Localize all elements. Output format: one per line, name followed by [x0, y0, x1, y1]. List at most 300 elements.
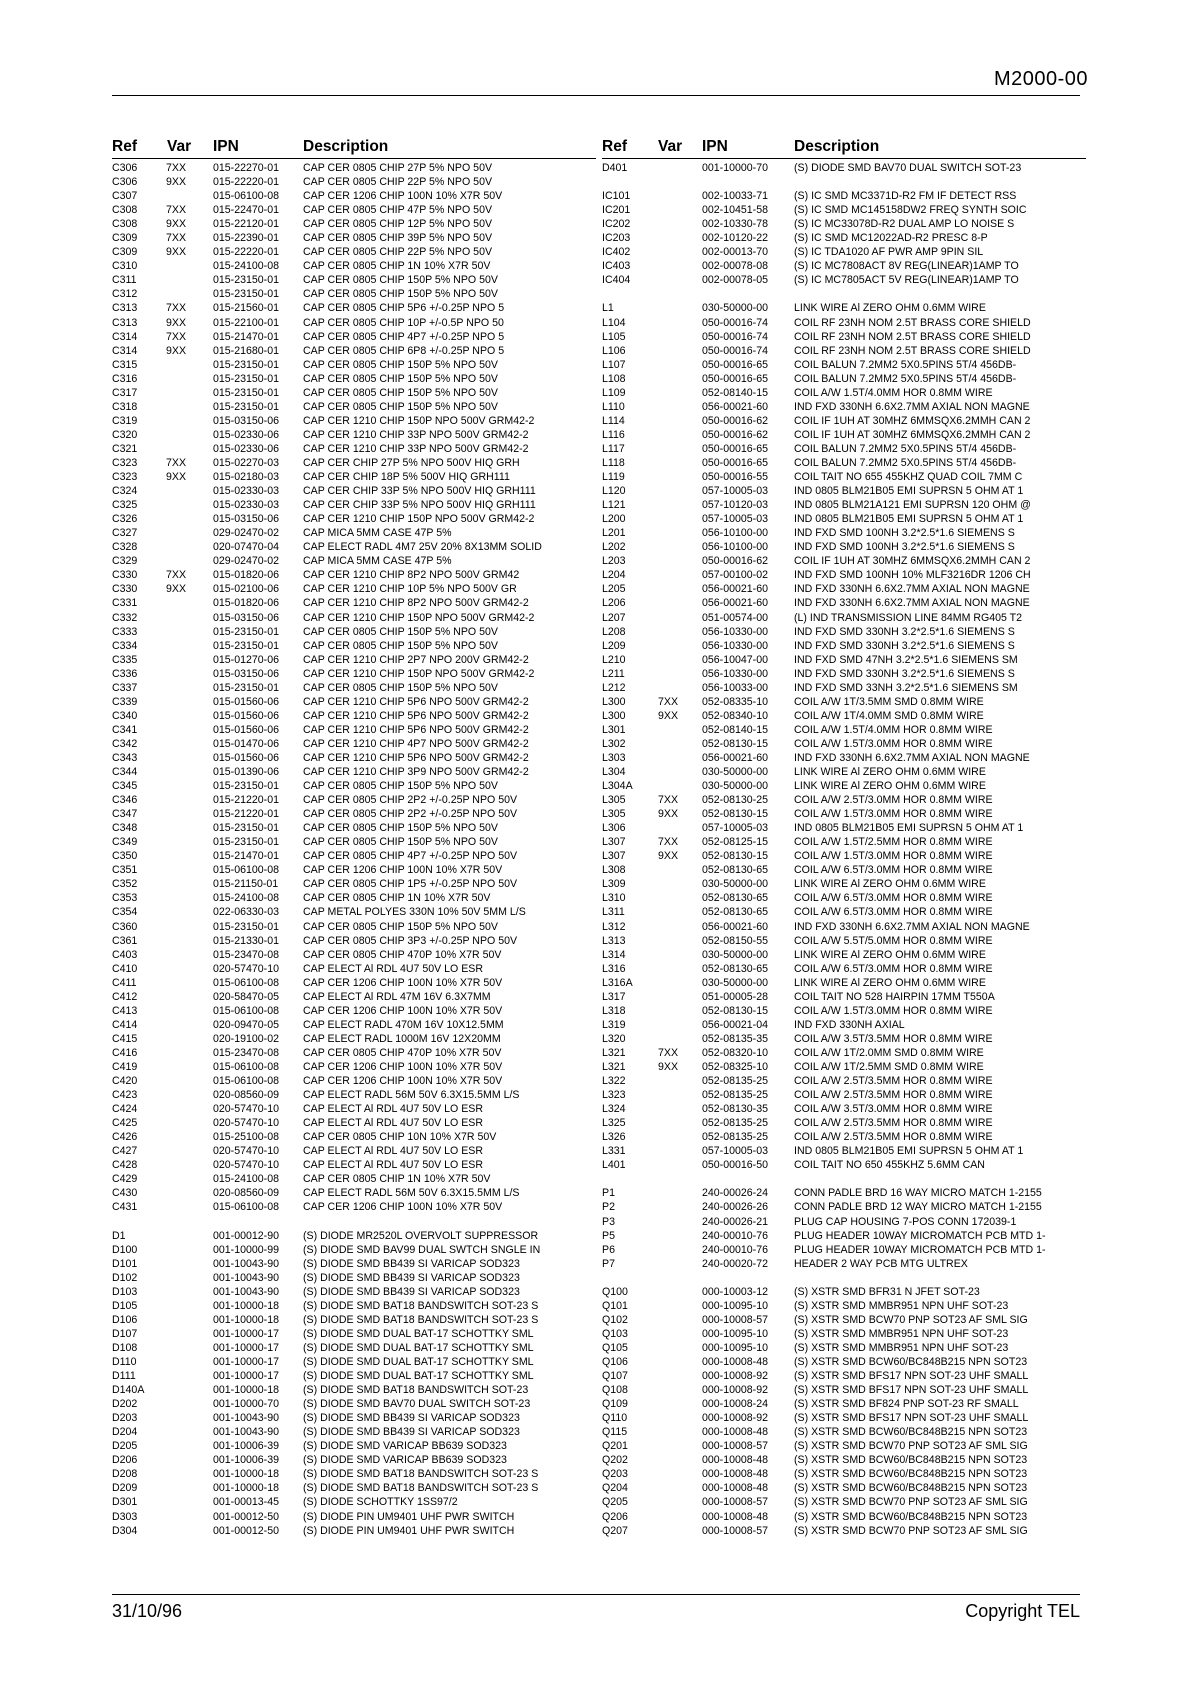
- cell-description: COIL A/W 1.5T/4.0MM HOR 0.8MM WIRE: [794, 723, 993, 736]
- table-row: [602, 358, 1086, 372]
- table-row: [112, 695, 596, 709]
- cell-ref: L313: [602, 934, 626, 947]
- cell-ref: L205: [602, 583, 626, 596]
- table-row: [112, 779, 596, 793]
- cell-description: CAP ELECT RADL 56M 50V 6.3X15.5MM L/S: [303, 1187, 520, 1200]
- table-row: [602, 934, 1086, 948]
- cell-ipn: 015-02330-06: [213, 442, 279, 455]
- cell-description: CAP CER 0805 CHIP 47P 5% NPO 50V: [303, 204, 493, 217]
- cell-description: CAP CER 0805 CHIP 10P +/-0.5P NPO 50: [303, 316, 504, 329]
- cell-description: COIL A/W 2.5T/3.5MM HOR 0.8MM WIRE: [794, 1117, 993, 1130]
- cell-ipn: 000-10095-10: [702, 1327, 768, 1340]
- cell-ipn: 002-00013-70: [702, 246, 768, 259]
- table-row: [602, 1229, 1086, 1243]
- cell-ipn: 015-22100-01: [213, 316, 279, 329]
- table-row: [112, 709, 596, 723]
- cell-ref: L106: [602, 344, 626, 357]
- table-row: [112, 1004, 596, 1018]
- cell-ref: C330: [112, 583, 138, 596]
- cell-ref: C306: [112, 176, 138, 189]
- cell-description: (S) XSTR SMD BCW60/BC848B215 NPN SOT23: [794, 1355, 1028, 1368]
- table-row: [112, 245, 596, 259]
- cell-ipn: 001-10000-17: [213, 1341, 279, 1354]
- cell-description: (S) DIODE SMD DUAL BAT-17 SCHOTTKY SML: [303, 1355, 534, 1368]
- cell-var: 9XX: [658, 709, 679, 722]
- table-row: [112, 217, 596, 231]
- table-row: [602, 723, 1086, 737]
- cell-ref: L324: [602, 1103, 626, 1116]
- cell-ref: C420: [112, 1075, 138, 1088]
- table-row: [112, 877, 596, 891]
- cell-description: IND FXD 330NH 6.6X2.7MM AXIAL NON MAGNE: [794, 920, 1030, 933]
- cell-ipn: 020-57470-10: [213, 1103, 279, 1116]
- cell-ipn: 015-23150-01: [213, 288, 279, 301]
- cell-ref: L119: [602, 471, 625, 484]
- table-row: [602, 667, 1086, 681]
- spacer-row: [602, 1172, 1086, 1186]
- cell-ipn: 000-10008-92: [702, 1412, 768, 1425]
- table-row: [602, 863, 1086, 877]
- cell-ref: C347: [112, 808, 138, 821]
- cell-description: COIL A/W 1T/2.0MM SMD 0.8MM WIRE: [794, 1046, 984, 1059]
- cell-ipn: 020-09470-05: [213, 1018, 279, 1031]
- cell-ref: L110: [602, 400, 625, 413]
- cell-ipn: 015-01560-06: [213, 723, 279, 736]
- cell-ipn: 056-00021-04: [702, 1018, 768, 1031]
- table-row: [112, 1467, 596, 1481]
- cell-ref: Q108: [602, 1384, 628, 1397]
- table-row: [602, 526, 1086, 540]
- cell-ipn: 052-08135-25: [702, 1131, 768, 1144]
- footer-date: 31/10/96: [112, 1601, 183, 1621]
- cell-description: IND FXD SMD 47NH 3.2*2.5*1.6 SIEMENS SM: [794, 653, 1018, 666]
- cell-ref: C340: [112, 709, 138, 722]
- cell-ipn: 001-10000-99: [213, 1243, 279, 1256]
- cell-description: (S) DIODE SMD BAT18 BANDSWITCH SOT-23 S: [303, 1313, 539, 1326]
- cell-description: CAP CER 0805 CHIP 27P 5% NPO 50V: [303, 162, 493, 174]
- table-row: [602, 1285, 1086, 1299]
- cell-ipn: 240-00010-76: [702, 1243, 768, 1256]
- cell-ref: D209: [112, 1482, 138, 1495]
- cell-ref: L114: [602, 414, 625, 427]
- table-row: [602, 1495, 1086, 1509]
- cell-description: COIL RF 23NH NOM 2.5T BRASS CORE SHIELD: [794, 344, 1031, 357]
- cell-ref: C419: [112, 1061, 138, 1073]
- cell-ipn: 015-24100-08: [213, 892, 279, 905]
- cell-ref: Q106: [602, 1355, 628, 1368]
- cell-description: (S) XSTR SMD BCW60/BC848B215 NPN SOT23: [794, 1468, 1028, 1481]
- cell-ipn: 015-01470-06: [213, 737, 279, 750]
- cell-ref: IC404: [602, 274, 631, 287]
- cell-description: CAP CER 1210 CHIP 5P6 NPO 500V GRM42-2: [303, 751, 529, 764]
- cell-description: COIL A/W 3.5T/3.5MM HOR 0.8MM WIRE: [794, 1032, 993, 1045]
- parts-table-right: [602, 136, 1086, 1538]
- cell-ipn: 052-08150-55: [702, 934, 768, 947]
- cell-description: COIL A/W 1T/3.5MM SMD 0.8MM WIRE: [794, 695, 984, 708]
- table-row: [112, 1018, 596, 1032]
- cell-ipn: 001-10043-90: [213, 1257, 279, 1270]
- table-row: [112, 976, 596, 990]
- cell-ipn: 015-03150-06: [213, 513, 279, 526]
- cell-description: LINK WIRE Al ZERO OHM 0.6MM WIRE: [794, 780, 986, 793]
- cell-var: 9XX: [166, 218, 187, 231]
- cell-ipn: 020-57470-10: [213, 1145, 279, 1158]
- cell-description: COIL A/W 2.5T/3.5MM HOR 0.8MM WIRE: [794, 1089, 993, 1102]
- cell-description: (S) IC SMD MC3371D-R2 FM IF DETECT RSS: [794, 190, 1017, 203]
- cell-ipn: 015-01820-06: [213, 569, 279, 582]
- cell-description: (S) DIODE SMD DUAL BAT-17 SCHOTTKY SML: [303, 1341, 534, 1354]
- cell-description: CAP CER 0805 CHIP 10N 10% X7R 50V: [303, 1131, 497, 1144]
- cell-ref: C332: [112, 611, 138, 624]
- cell-ipn: 050-00016-65: [702, 456, 768, 469]
- cell-ref: L209: [602, 639, 626, 652]
- cell-ref: C307: [112, 190, 138, 203]
- cell-ref: C403: [112, 948, 138, 961]
- cell-ipn: 015-22470-01: [213, 204, 279, 217]
- cell-ipn: 001-10000-70: [702, 162, 768, 174]
- cell-description: CAP CER 1206 CHIP 100N 10% X7R 50V: [303, 1075, 503, 1088]
- cell-ref: IC202: [602, 218, 631, 231]
- cell-ref: Q201: [602, 1440, 628, 1453]
- cell-ref: L300: [602, 695, 626, 708]
- cell-ref: P7: [602, 1257, 615, 1270]
- cell-ref: C313: [112, 302, 138, 315]
- header-description: Description: [794, 138, 880, 155]
- table-row: [112, 990, 596, 1004]
- table-row: [602, 1102, 1086, 1116]
- table-row: [602, 259, 1086, 273]
- cell-ref: C337: [112, 681, 138, 694]
- table-row: [112, 330, 596, 344]
- table-row: [112, 737, 596, 751]
- cell-description: CAP CER 0805 CHIP 12P 5% NPO 50V: [303, 218, 493, 231]
- cell-ipn: 000-10008-48: [702, 1510, 768, 1523]
- rows-right: [602, 161, 1086, 1538]
- cell-ipn: 052-08140-15: [702, 386, 768, 399]
- cell-ref: IC101: [602, 190, 631, 203]
- table-row: [112, 414, 596, 428]
- cell-ref: C428: [112, 1159, 138, 1172]
- cell-ref: Q102: [602, 1313, 628, 1326]
- cell-description: LINK WIRE Al ZERO OHM 0.6MM WIRE: [794, 302, 986, 315]
- cell-ref: L201: [602, 527, 626, 540]
- cell-ref: C350: [112, 850, 138, 863]
- cell-ref: D103: [112, 1285, 138, 1298]
- cell-description: CAP CER 0805 CHIP 150P 5% NPO 50V: [303, 920, 498, 933]
- table-row: [602, 1341, 1086, 1355]
- cell-description: COIL IF 1UH AT 30MHZ 6MMSQX6.2MMH CAN 2: [794, 428, 1031, 441]
- table-row: [112, 821, 596, 835]
- cell-description: (S) DIODE SMD BAV99 DUAL SWTCH SNGLE IN: [303, 1243, 541, 1256]
- table-row: [602, 1383, 1086, 1397]
- cell-ref: L202: [602, 541, 626, 554]
- cell-description: CAP CER 0805 CHIP 150P 5% NPO 50V: [303, 372, 498, 385]
- table-header: [112, 136, 596, 159]
- cell-ipn: 050-00016-74: [702, 344, 768, 357]
- cell-ref: C314: [112, 330, 138, 343]
- cell-ref: L104: [602, 316, 626, 329]
- table-row: [112, 400, 596, 414]
- table-row: [112, 723, 596, 737]
- cell-description: CAP CER 1210 CHIP 5P6 NPO 500V GRM42-2: [303, 695, 529, 708]
- cell-ipn: 052-08135-35: [702, 1032, 768, 1045]
- cell-ipn: 000-10095-10: [702, 1341, 768, 1354]
- table-row: [112, 1327, 596, 1341]
- cell-ref: L207: [602, 611, 626, 624]
- cell-description: CAP CER 1210 CHIP 33P NPO 500V GRM42-2: [303, 442, 529, 455]
- table-row: [602, 484, 1086, 498]
- table-row: [602, 596, 1086, 610]
- cell-ref: C315: [112, 358, 138, 371]
- table-row: [112, 891, 596, 905]
- cell-ref: C331: [112, 597, 138, 610]
- cell-ipn: 001-10000-17: [213, 1370, 279, 1383]
- cell-ipn: 001-10043-90: [213, 1412, 279, 1425]
- table-row: [602, 582, 1086, 596]
- cell-description: CAP CER CHIP 33P 5% NPO 500V HIQ GRH111: [303, 485, 536, 498]
- cell-description: CAP CER 0805 CHIP 4P7 +/-0.25P NPO 50V: [303, 850, 518, 863]
- cell-description: (S) DIODE SMD VARICAP BB639 SOD323: [303, 1440, 507, 1453]
- cell-ref: Q101: [602, 1299, 628, 1312]
- cell-ref: C325: [112, 499, 138, 512]
- cell-ipn: 002-10120-22: [702, 232, 768, 245]
- cell-ipn: 015-21220-01: [213, 794, 279, 807]
- cell-description: (S) XSTR SMD MMBR951 NPN UHF SOT-23: [794, 1327, 1009, 1340]
- table-row: [602, 344, 1086, 358]
- cell-ipn: 050-00016-65: [702, 442, 768, 455]
- cell-ref: C424: [112, 1103, 138, 1116]
- cell-ref: P6: [602, 1243, 615, 1256]
- cell-ipn: 052-08130-65: [702, 864, 768, 877]
- cell-description: (S) IC TDA1020 AF PWR AMP 9PIN SIL: [794, 246, 984, 259]
- cell-ref: C414: [112, 1018, 138, 1031]
- cell-ref: L316A: [602, 976, 633, 989]
- cell-ref: L321: [602, 1061, 626, 1073]
- cell-description: IND 0805 BLM21B05 EMI SUPRSN 5 OHM AT 1: [794, 822, 1024, 835]
- cell-description: COIL A/W 1.5T/4.0MM HOR 0.8MM WIRE: [794, 386, 993, 399]
- table-row: [602, 1524, 1086, 1538]
- table-row: [112, 1243, 596, 1257]
- cell-ref: P2: [602, 1201, 615, 1214]
- cell-ref: C336: [112, 667, 138, 680]
- cell-ipn: 051-00574-00: [702, 611, 768, 624]
- cell-ref: Q204: [602, 1482, 628, 1495]
- table-row: [602, 1481, 1086, 1495]
- cell-ipn: 001-10000-18: [213, 1384, 279, 1397]
- cell-ipn: 057-10120-03: [702, 499, 768, 512]
- cell-description: CAP CER 0805 CHIP 1N 10% X7R 50V: [303, 260, 491, 273]
- cell-ref: Q100: [602, 1285, 628, 1298]
- table-row: [602, 835, 1086, 849]
- cell-ipn: 015-22390-01: [213, 232, 279, 245]
- cell-ref: C427: [112, 1145, 138, 1158]
- cell-ipn: 020-57470-10: [213, 1159, 279, 1172]
- cell-ref: L206: [602, 597, 626, 610]
- cell-description: CAP MICA 5MM CASE 47P 5%: [303, 555, 452, 568]
- table-row: [112, 1299, 596, 1313]
- table-row: [112, 653, 596, 667]
- cell-description: COIL IF 1UH AT 30MHZ 6MMSQX6.2MMH CAN 2: [794, 414, 1031, 427]
- cell-description: CAP CER 1206 CHIP 100N 10% X7R 50V: [303, 864, 503, 877]
- cell-ref: D140A: [112, 1384, 145, 1397]
- cell-ipn: 020-07470-04: [213, 541, 279, 554]
- cell-ref: C317: [112, 386, 138, 399]
- cell-ref: D202: [112, 1398, 138, 1411]
- cell-ipn: 020-57470-10: [213, 1117, 279, 1130]
- cell-ipn: 000-10008-92: [702, 1384, 768, 1397]
- table-row: [602, 1243, 1086, 1257]
- cell-ref: L323: [602, 1089, 626, 1102]
- cell-ref: C327: [112, 527, 138, 540]
- cell-description: CAP CER 0805 CHIP 150P 5% NPO 50V: [303, 386, 498, 399]
- cell-ref: C319: [112, 414, 138, 427]
- table-row: [112, 1355, 596, 1369]
- cell-description: CONN PADLE BRD 16 WAY MICRO MATCH 1-2155: [794, 1187, 1042, 1200]
- cell-description: IND 0805 BLM21B05 EMI SUPRSN 5 OHM AT 1: [794, 485, 1024, 498]
- table-row: [602, 1369, 1086, 1383]
- cell-ipn: 050-00016-65: [702, 358, 768, 371]
- cell-description: (S) XSTR SMD BCW70 PNP SOT23 AF SML SIG: [794, 1524, 1028, 1537]
- header-ipn: IPN: [702, 138, 728, 155]
- table-row: [602, 1467, 1086, 1481]
- table-row: [602, 189, 1086, 203]
- table-row: [112, 1257, 596, 1271]
- cell-ref: C335: [112, 653, 138, 666]
- cell-description: CAP CER 1210 CHIP 4P7 NPO 500V GRM42-2: [303, 737, 529, 750]
- cell-ref: C346: [112, 794, 138, 807]
- cell-ref: C329: [112, 555, 138, 568]
- cell-var: 7XX: [166, 456, 187, 469]
- cell-ref: L308: [602, 864, 626, 877]
- table-row: [112, 667, 596, 681]
- cell-description: (S) XSTR SMD BFS17 NPN SOT-23 UHF SMALL: [794, 1370, 1029, 1383]
- table-row: [112, 611, 596, 625]
- cell-ref: C330: [112, 569, 138, 582]
- cell-description: (S) DIODE SMD BAV70 DUAL SWITCH SOT-23: [303, 1398, 531, 1411]
- cell-ipn: 002-10330-78: [702, 218, 768, 231]
- cell-ipn: 056-10330-00: [702, 639, 768, 652]
- table-row: [602, 1186, 1086, 1200]
- cell-ipn: 052-08140-15: [702, 723, 768, 736]
- table-row: [602, 512, 1086, 526]
- cell-description: IND FXD SMD 33NH 3.2*2.5*1.6 SIEMENS SM: [794, 681, 1018, 694]
- cell-description: IND 0805 BLM21B05 EMI SUPRSN 5 OHM AT 1: [794, 513, 1024, 526]
- cell-ipn: 015-01270-06: [213, 653, 279, 666]
- cell-description: (S) DIODE SCHOTTKY 1SS97/2: [303, 1496, 458, 1509]
- table-row: [602, 386, 1086, 400]
- cell-ipn: 052-08335-10: [702, 695, 768, 708]
- cell-ref: C334: [112, 639, 138, 652]
- cell-description: CAP MICA 5MM CASE 47P 5%: [303, 527, 452, 540]
- cell-ref: C309: [112, 246, 138, 259]
- table-row: [602, 316, 1086, 330]
- cell-ipn: 052-08130-65: [702, 962, 768, 975]
- header-ref: Ref: [602, 138, 627, 155]
- cell-description: CAP CER 0805 CHIP 470P 10% X7R 50V: [303, 948, 502, 961]
- cell-description: CAP ELECT RADL 56M 50V 6.3X15.5MM L/S: [303, 1089, 520, 1102]
- cell-ipn: 052-08320-10: [702, 1046, 768, 1059]
- table-row: [602, 1439, 1086, 1453]
- cell-description: CAP CER 1210 CHIP 8P2 NPO 500V GRM42: [303, 569, 520, 582]
- cell-description: CAP CER CHIP 18P 5% 500V HIQ GRH111: [303, 471, 510, 484]
- cell-description: CAP CER 0805 CHIP 2P2 +/-0.25P NPO 50V: [303, 794, 518, 807]
- cell-ipn: 001-10000-17: [213, 1355, 279, 1368]
- table-row: [602, 1355, 1086, 1369]
- table-header: [602, 136, 1086, 159]
- cell-description: CAP CER CHIP 33P 5% NPO 500V HIQ GRH111: [303, 499, 536, 512]
- cell-description: COIL A/W 6.5T/3.0MM HOR 0.8MM WIRE: [794, 892, 993, 905]
- table-row: [112, 301, 596, 315]
- cell-ref: D1: [112, 1229, 126, 1242]
- table-row: [602, 695, 1086, 709]
- cell-ipn: 001-00012-50: [213, 1510, 279, 1523]
- table-row: [602, 1313, 1086, 1327]
- cell-ref: C354: [112, 906, 138, 919]
- cell-ipn: 052-08130-15: [702, 737, 768, 750]
- cell-ref: Q115: [602, 1426, 628, 1439]
- table-row: [602, 625, 1086, 639]
- table-row: [112, 1383, 596, 1397]
- cell-ipn: 015-23150-01: [213, 386, 279, 399]
- cell-description: (S) DIODE SMD BAT18 BANDSWITCH SOT-23: [303, 1384, 529, 1397]
- table-row: [602, 948, 1086, 962]
- cell-var: 9XX: [166, 471, 187, 484]
- cell-description: COIL TAIT NO 655 455KHZ QUAD COIL 7MM C: [794, 471, 1023, 484]
- cell-ipn: 015-23150-01: [213, 822, 279, 835]
- table-row: [112, 1229, 596, 1243]
- cell-ipn: 050-00016-74: [702, 330, 768, 343]
- cell-ipn: 030-50000-00: [702, 948, 768, 961]
- cell-ipn: 000-10008-57: [702, 1524, 768, 1537]
- table-row: [112, 428, 596, 442]
- cell-ref: L305: [602, 808, 626, 821]
- cell-ipn: 015-23150-01: [213, 274, 279, 287]
- cell-description: IND FXD 330NH 6.6X2.7MM AXIAL NON MAGNE: [794, 751, 1030, 764]
- cell-ref: C429: [112, 1173, 138, 1186]
- cell-ipn: 056-00021-60: [702, 583, 768, 596]
- cell-ipn: 056-10033-00: [702, 681, 768, 694]
- cell-description: (S) XSTR SMD BCW60/BC848B215 NPN SOT23: [794, 1426, 1028, 1439]
- cell-description: COIL A/W 1T/2.5MM SMD 0.8MM WIRE: [794, 1061, 984, 1073]
- cell-ipn: 000-10008-48: [702, 1355, 768, 1368]
- cell-ipn: 015-06100-08: [213, 976, 279, 989]
- cell-ipn: 015-23150-01: [213, 372, 279, 385]
- cell-ref: C425: [112, 1117, 138, 1130]
- cell-ref: C323: [112, 456, 138, 469]
- cell-ref: C310: [112, 260, 138, 273]
- cell-ipn: 001-10043-90: [213, 1271, 279, 1284]
- cell-description: COIL TAIT NO 528 HAIRPIN 17MM T550A: [794, 990, 995, 1003]
- cell-ipn: 240-00026-21: [702, 1215, 768, 1228]
- cell-ipn: 052-08130-65: [702, 906, 768, 919]
- cell-description: COIL RF 23NH NOM 2.5T BRASS CORE SHIELD: [794, 330, 1031, 343]
- cell-description: (S) XSTR SMD BFS17 NPN SOT-23 UHF SMALL: [794, 1412, 1029, 1425]
- cell-ipn: 052-08135-25: [702, 1089, 768, 1102]
- cell-ipn: 240-00020-72: [702, 1257, 768, 1270]
- cell-ref: D205: [112, 1440, 138, 1453]
- cell-description: CAP CER 0805 CHIP 150P 5% NPO 50V: [303, 274, 498, 287]
- cell-ipn: 050-00016-55: [702, 471, 768, 484]
- cell-var: 9XX: [658, 808, 679, 821]
- cell-description: (S) DIODE MR2520L OVERVOLT SUPPRESSOR: [303, 1229, 539, 1242]
- cell-description: IND FXD 330NH 6.6X2.7MM AXIAL NON MAGNE: [794, 597, 1030, 610]
- table-row: [602, 330, 1086, 344]
- cell-ipn: 000-10008-92: [702, 1370, 768, 1383]
- cell-ref: D108: [112, 1341, 138, 1354]
- cell-ref: D110: [112, 1355, 137, 1368]
- cell-ipn: 056-10330-00: [702, 625, 768, 638]
- cell-ipn: 052-08340-10: [702, 709, 768, 722]
